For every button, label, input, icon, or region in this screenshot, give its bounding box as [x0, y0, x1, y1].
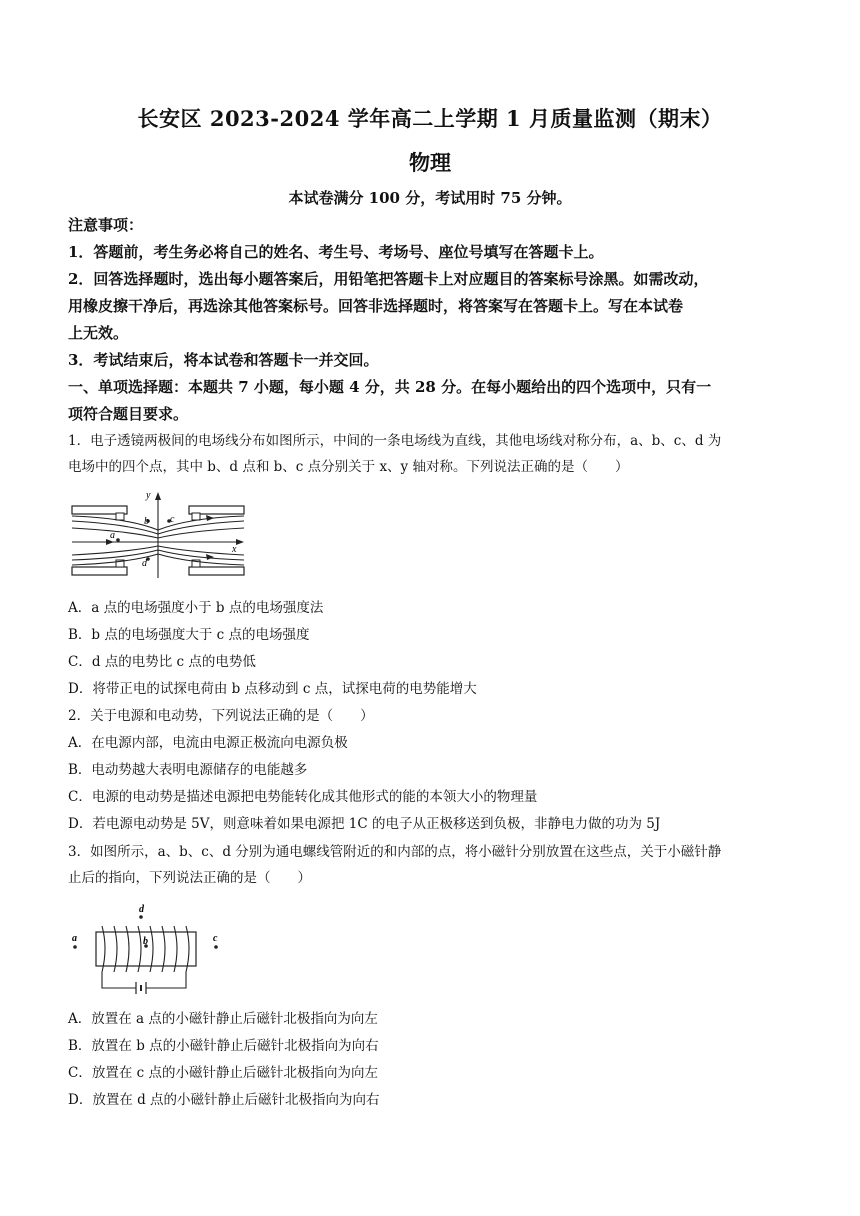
- q1-option-c: C．d 点的电势比 c 点的电势低: [68, 654, 256, 670]
- q1-label-d: d: [142, 558, 147, 569]
- q3-stem-line2: 止后的指向，下列说法正确的是（ ）: [68, 870, 311, 886]
- notes-heading: 注意事项：: [68, 216, 144, 234]
- q3-option-c: C．放置在 c 点的小磁针静止后磁针北极指向为向左: [68, 1065, 378, 1081]
- q3-option-a: A．放置在 a 点的小磁针静止后磁针北极指向为向左: [68, 1011, 378, 1027]
- note-item-2-line3: 上无效。: [68, 324, 129, 342]
- note-item-2-line2: 用橡皮擦干净后，再选涂其他答案标号。回答非选择题时，将答案写在答题卡上。写在本试卷: [68, 297, 684, 315]
- q1-stem-line1: 1．电子透镜两极间的电场线分布如图所示，中间的一条电场线为直线，其他电场线对称分布，a、b、c、d 为: [68, 433, 722, 449]
- section1-heading-line1: 一、单项选择题：本题共 7 小题，每小题 4 分，共 28 分。在每小题给出的四个选项中，只有一: [68, 378, 712, 396]
- q3-solenoid-figure: [68, 900, 228, 996]
- q3-label-a: a: [72, 933, 77, 944]
- q2-option-a: A．在电源内部，电流由电源正极流向电源负极: [68, 735, 348, 751]
- q3-label-d: d: [139, 904, 144, 915]
- q1-label-b: b: [144, 516, 149, 527]
- note-item-1: 1．答题前，考生务必将自己的姓名、考生号、考场号、座位号填写在答题卡上。: [68, 243, 604, 261]
- q2-option-b: B．电动势越大表明电源储存的电能越多: [68, 762, 308, 778]
- q3-label-c: c: [213, 933, 218, 944]
- note-item-2-line1: 2．回答选择题时，选出每小题答案后，用铅笔把答题卡上对应题目的答案标号涂黑。如需改动，: [68, 270, 709, 288]
- q1-option-d: D．将带正电的试探电荷由 b 点移动到 c 点，试探电荷的电势能增大: [68, 681, 477, 697]
- q1-option-b: B．b 点的电场强度大于 c 点的电场强度: [68, 627, 310, 643]
- q1-label-c: c: [170, 514, 175, 525]
- q1-label-a: a: [110, 530, 115, 541]
- q1-electric-field-figure: [68, 488, 248, 582]
- q3-option-d: D．放置在 d 点的小磁针静止后磁针北极指向为向右: [68, 1092, 380, 1108]
- q1-label-y: y: [146, 490, 151, 501]
- q3-stem-line1: 3．如图所示，a、b、c、d 分别为通电螺线管附近的和内部的点，将小磁针分别放置在这些点，关于小磁针静: [68, 844, 722, 860]
- q2-stem: 2．关于电源和电动势，下列说法正确的是（ ）: [68, 708, 374, 724]
- subject-title: 物理: [409, 150, 451, 175]
- section1-heading-line2: 项符合题目要求。: [68, 405, 189, 423]
- note-item-3: 3．考试结束后，将本试卷和答题卡一并交回。: [68, 351, 379, 369]
- q2-option-c: C．电源的电动势是描述电源把电势能转化成其他形式的能的本领大小的物理量: [68, 789, 538, 805]
- q3-label-b: b: [143, 936, 148, 947]
- q1-stem-line2: 电场中的四个点，其中 b、d 点和 b、c 点分别关于 x、y 轴对称。下列说法正确的是（ ）: [68, 459, 629, 475]
- q3-option-b: B．放置在 b 点的小磁针静止后磁针北极指向为向右: [68, 1038, 379, 1054]
- exam-info: 本试卷满分 100 分，考试用时 75 分钟。: [288, 189, 572, 207]
- q1-option-a: A．a 点的电场强度小于 b 点的电场强度法: [68, 600, 324, 616]
- q2-option-d: D．若电源电动势是 5V，则意味着如果电源把 1C 的电子从正极移送到负极，非静电力做的功为 5J: [68, 816, 661, 832]
- q1-label-x: x: [232, 544, 237, 555]
- exam-title: 长安区 2023-2024 学年高二上学期 1 月质量监测（期末）: [137, 106, 723, 131]
